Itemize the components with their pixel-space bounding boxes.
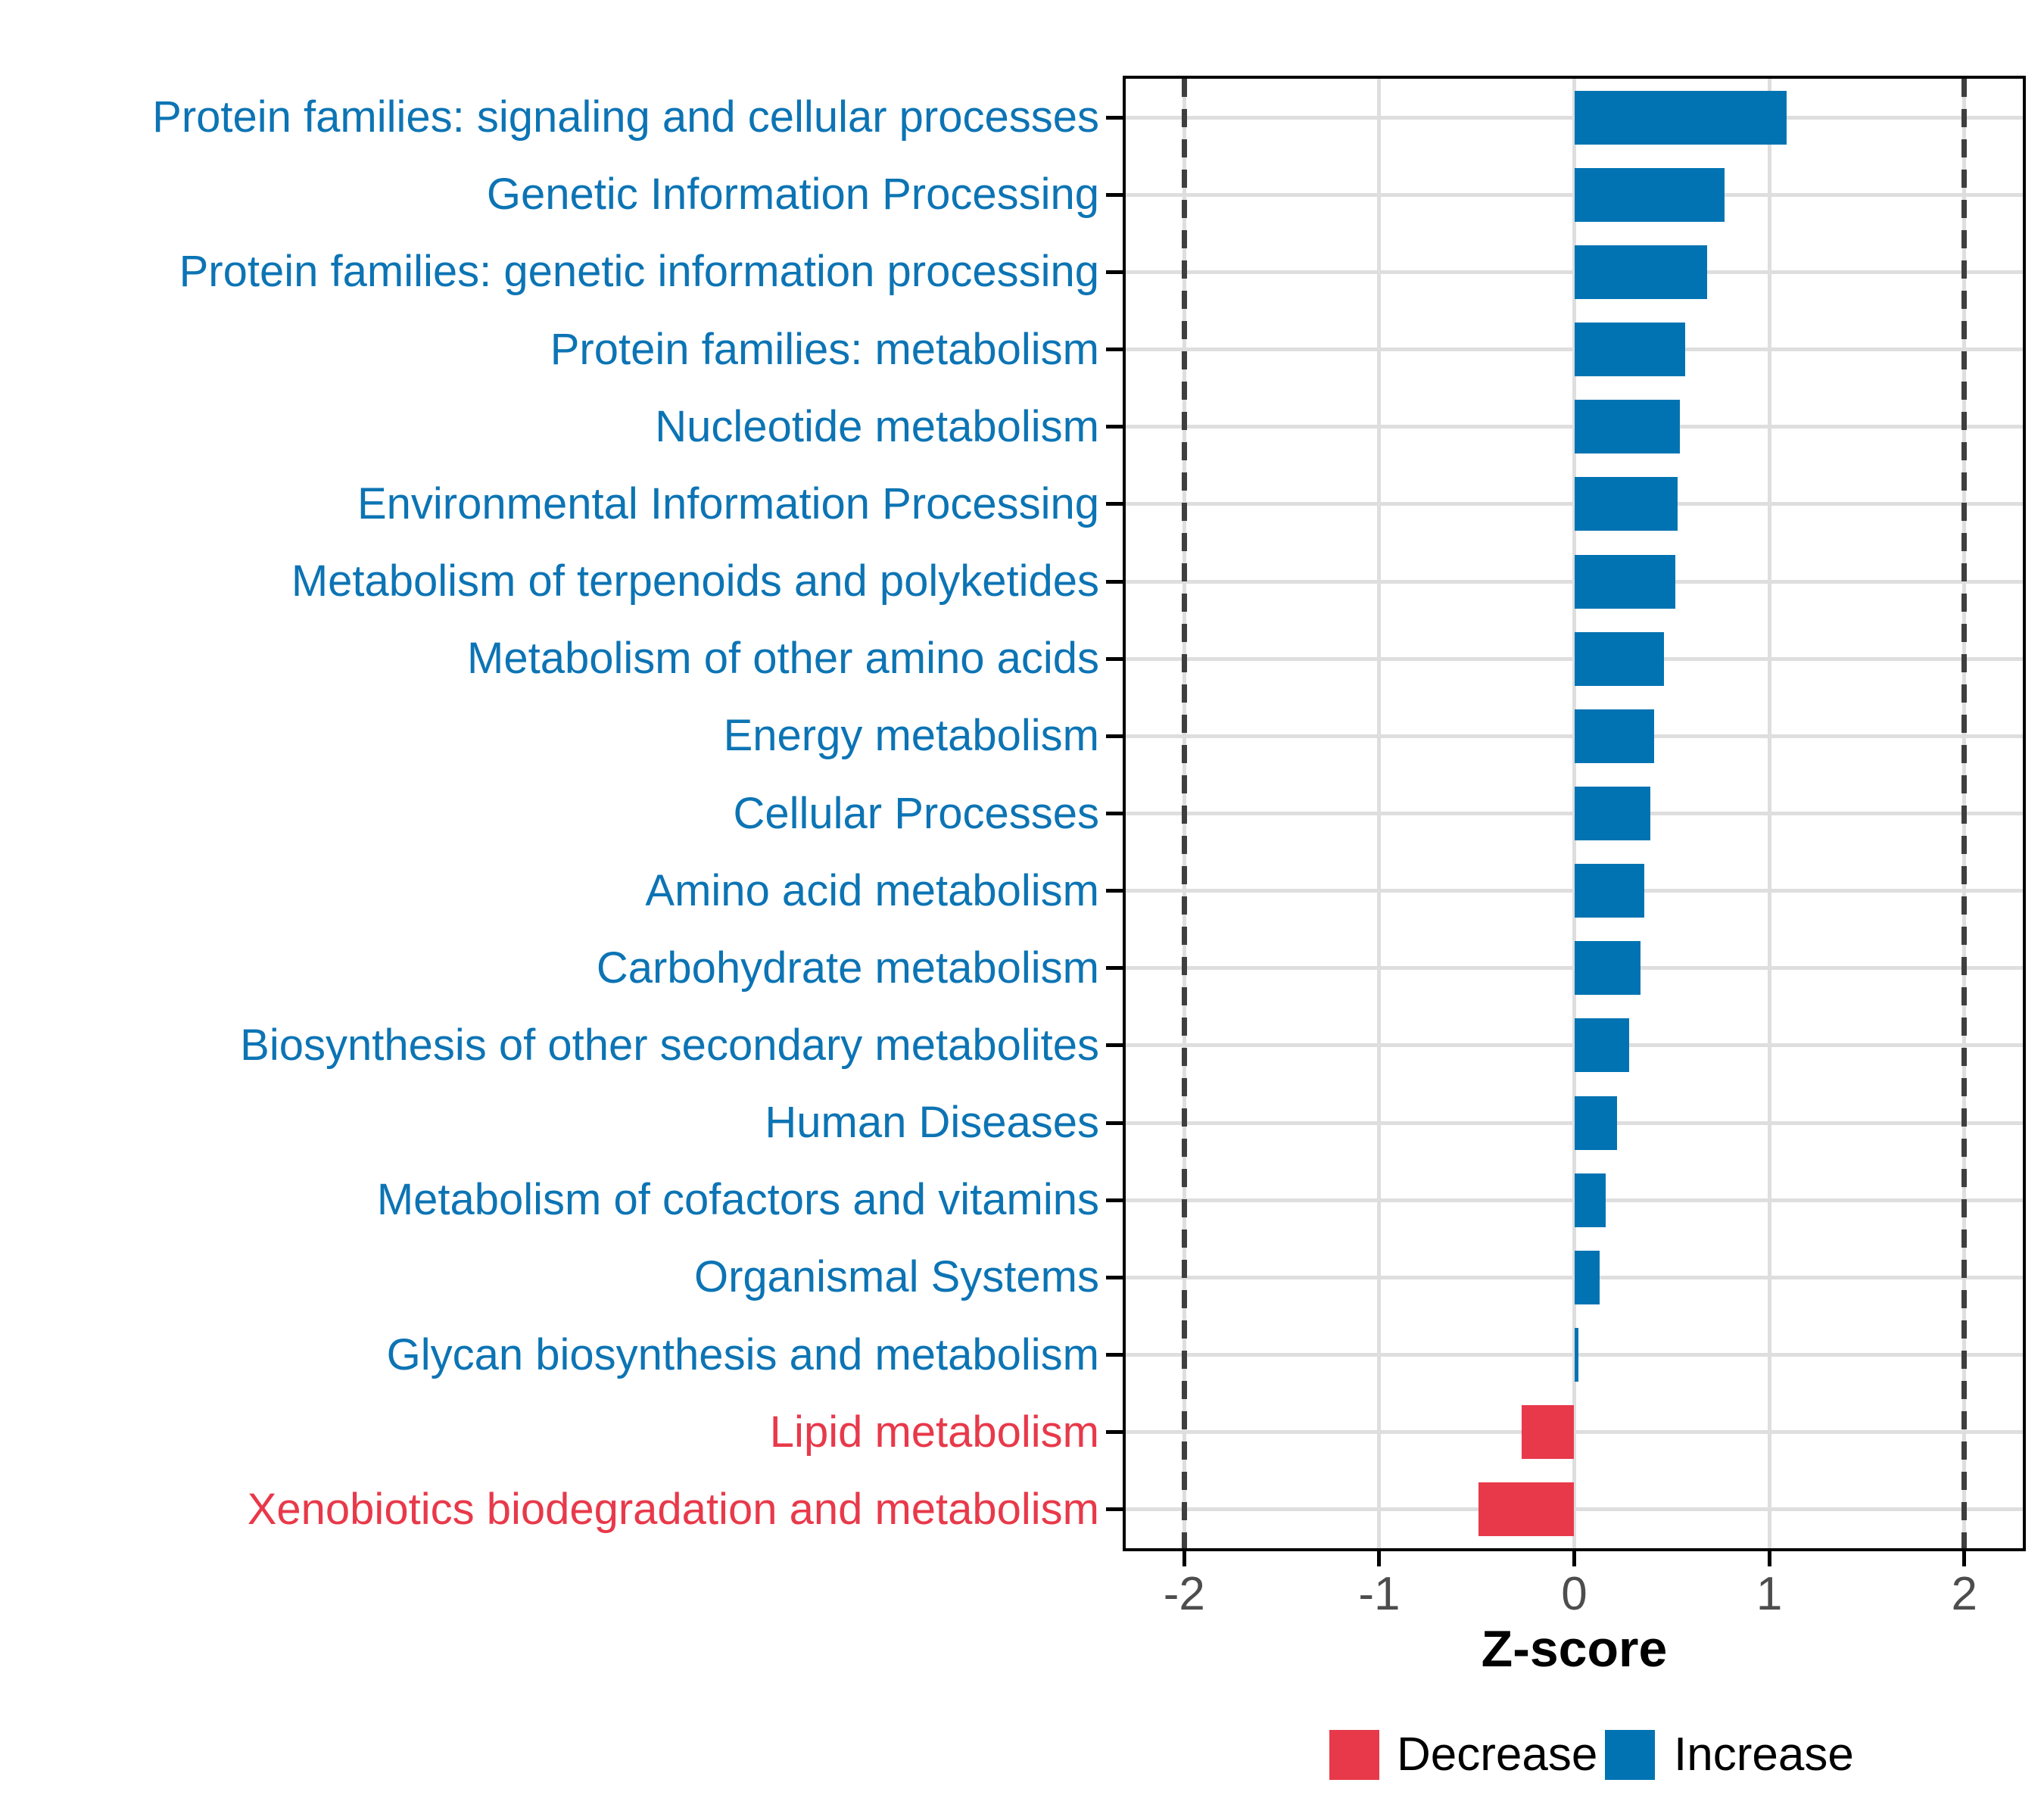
- reference-line-dashed: [1182, 79, 1187, 1548]
- y-tick-mark: [1106, 657, 1123, 661]
- y-tick-mark: [1106, 116, 1123, 120]
- bar: [1575, 323, 1686, 376]
- y-tick-mark: [1106, 1198, 1123, 1202]
- category-label: Cellular Processes: [733, 788, 1099, 838]
- bar: [1575, 1173, 1606, 1227]
- y-tick-mark: [1106, 889, 1123, 893]
- y-tick-mark: [1106, 1507, 1123, 1511]
- bar: [1575, 941, 1641, 995]
- category-label: Energy metabolism: [723, 711, 1099, 761]
- x-tick-label: -1: [1358, 1568, 1401, 1620]
- y-tick-mark: [1106, 812, 1123, 815]
- x-tick-label: 0: [1561, 1568, 1588, 1620]
- category-label: Protein families: signaling and cellular processes: [152, 92, 1099, 142]
- x-tick-mark: [1962, 1551, 1966, 1566]
- bar: [1575, 91, 1787, 145]
- x-tick-label: -2: [1163, 1568, 1205, 1620]
- legend-label-increase: Increase: [1674, 1728, 1854, 1781]
- bar: [1575, 787, 1650, 840]
- bar: [1575, 1328, 1578, 1382]
- x-tick-mark: [1182, 1551, 1186, 1566]
- legend-swatch-increase: [1605, 1730, 1655, 1780]
- category-label: Organismal Systems: [693, 1252, 1099, 1302]
- category-label: Genetic Information Processing: [486, 170, 1099, 220]
- gridline-horizontal: [1126, 1507, 2023, 1511]
- category-label: Lipid metabolism: [769, 1407, 1099, 1457]
- y-tick-mark: [1106, 270, 1123, 274]
- category-label: Glycan biosynthesis and metabolism: [386, 1329, 1099, 1379]
- y-tick-mark: [1106, 966, 1123, 970]
- x-tick-label: 1: [1756, 1568, 1783, 1620]
- bar: [1575, 477, 1678, 531]
- x-tick-mark: [1572, 1551, 1576, 1566]
- category-label: Human Diseases: [765, 1098, 1099, 1148]
- category-label: Metabolism of other amino acids: [467, 634, 1099, 684]
- legend-swatch-decrease: [1329, 1730, 1379, 1780]
- bar: [1478, 1482, 1574, 1536]
- category-label: Amino acid metabolism: [645, 865, 1099, 915]
- bar: [1575, 168, 1725, 222]
- y-tick-mark: [1106, 1043, 1123, 1047]
- category-label: Carbohydrate metabolism: [596, 943, 1099, 993]
- bar: [1575, 864, 1645, 918]
- x-tick-mark: [1377, 1551, 1381, 1566]
- y-tick-mark: [1106, 502, 1123, 506]
- x-axis-title: Z-score: [1481, 1620, 1668, 1678]
- legend-label-decrease: Decrease: [1397, 1728, 1598, 1781]
- category-label: Nucleotide metabolism: [655, 401, 1099, 451]
- gridline-horizontal: [1126, 1430, 2023, 1434]
- category-label: Xenobiotics biodegradation and metabolism: [247, 1484, 1099, 1534]
- category-label: Protein families: metabolism: [550, 324, 1099, 374]
- y-tick-mark: [1106, 1276, 1123, 1279]
- category-label: Environmental Information Processing: [357, 478, 1099, 528]
- category-label: Metabolism of terpenoids and polyketides: [291, 556, 1099, 606]
- bar: [1522, 1405, 1575, 1459]
- bar: [1575, 400, 1680, 453]
- category-label: Metabolism of cofactors and vitamins: [376, 1175, 1099, 1225]
- y-tick-mark: [1106, 193, 1123, 197]
- bar: [1575, 1251, 1600, 1304]
- bar: [1575, 1018, 1629, 1072]
- plot-panel: [1123, 76, 2026, 1551]
- bar: [1575, 709, 1655, 763]
- x-tick-mark: [1768, 1551, 1771, 1566]
- y-tick-mark: [1106, 425, 1123, 429]
- bar: [1575, 555, 1676, 609]
- y-tick-mark: [1106, 1353, 1123, 1357]
- bar: [1575, 632, 1665, 686]
- y-tick-mark: [1106, 348, 1123, 351]
- y-tick-mark: [1106, 580, 1123, 584]
- bar: [1575, 245, 1707, 299]
- reference-line-dashed: [1961, 79, 1967, 1548]
- bar: [1575, 1096, 1618, 1150]
- x-tick-label: 2: [1951, 1568, 1977, 1620]
- category-label: Biosynthesis of other secondary metabolites: [240, 1020, 1099, 1070]
- category-label: Protein families: genetic information processing: [179, 247, 1099, 297]
- y-tick-mark: [1106, 1430, 1123, 1434]
- y-tick-mark: [1106, 1121, 1123, 1125]
- y-tick-mark: [1106, 734, 1123, 738]
